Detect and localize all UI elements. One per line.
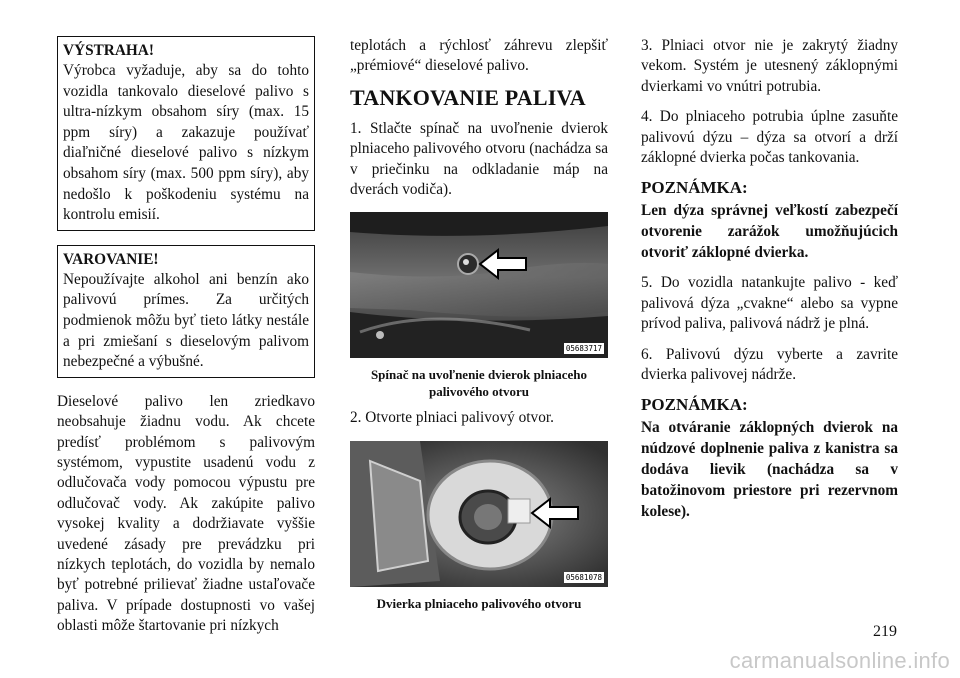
- note-heading-2: POZNÁMKA:: [641, 395, 748, 415]
- diesel-water-paragraph: Dieselové palivo len zriedkavo neobsahuje žiadnu vodu. Ak chcete predísť problémom s palivovým systémom, vypustite usadenú vodu z odlučovača vody pomocou výpustu pre odlučovač vody. Ak zakúpite palivo vysokej kvality a dodržiavate vyššie uvedené zásady pre prevádzku pri nízkych teplotách, do vozidla by nemalo byť potrebné prilievať žiadne ustaľovače paliva. V prípade dostupnosti vo vašej oblasti môže štartovanie pri nízkych: [57, 392, 315, 635]
- fuel-filler-door-photo: [350, 441, 608, 587]
- photo-caption-2: Dvierka plniaceho palivového otvoru: [376, 595, 582, 611]
- photo-caption-1: Spínač na uvoľnenie dvierok plniaceho palivového otvoru: [370, 367, 588, 400]
- step-4: 4. Do plniaceho potrubia úplne zasuňte palivovú dýzu – dýza sa otvorí a drží záklopné dvierka počas tankovania.: [641, 108, 898, 167]
- section-heading: TANKOVANIE PALIVA: [350, 84, 586, 110]
- left-column: [57, 36, 315, 637]
- continuation-paragraph: teplotách a rýchlosť záhrevu zlepšiť „prémiové“ dieselové palivo.: [350, 37, 608, 75]
- caution-title: VAROVANIE!: [63, 250, 159, 268]
- note-text-1: Len dýza správnej veľkostí zabezpečí otvorenie zarážok umožňujúcich otvoriť záklopné dvierka.: [641, 202, 898, 262]
- page-number: 219: [873, 623, 897, 640]
- fuel-door-release-photo: [350, 212, 608, 358]
- caution-box: [57, 245, 315, 378]
- note-heading-1: POZNÁMKA:: [641, 178, 748, 198]
- step-6: 6. Palivovú dýzu vyberte a zavrite dvierka palivovej nádrže.: [641, 345, 898, 384]
- step-2: 2. Otvorte plniaci palivový otvor.: [350, 409, 554, 427]
- warning-title: VÝSTRAHA!: [63, 42, 154, 59]
- note-text-2: Na otváranie záklopných dvierok na núdzové doplnenie paliva z kanistra sa dodáva lievik (nachádza sa v batožinovom priestore pri rezervnom kolese).: [641, 419, 898, 521]
- warning-text: Výrobca vyžaduje, aby sa do tohto vozidla tankovalo dieselové palivo s ultra-nízkym obsahom síry (max. 15 ppm síry) a zakazuje používať diaľničné dieselové palivo s nízkym obsahom síry (max. 500 ppm síry), aby nedošlo k poškodeniu systému na kontrolu emisií.: [63, 62, 309, 224]
- photo-code: 05683717: [565, 344, 602, 354]
- step-5: 5. Do vozidla natankujte palivo - keď palivová dýza „cvakne“ alebo sa vypne prívod paliva, palivová nádrž je plná.: [641, 274, 898, 333]
- watermark: carmanualsonline.info: [729, 648, 950, 673]
- right-column: [641, 36, 898, 532]
- middle-column: [350, 36, 608, 620]
- warning-box: [57, 36, 315, 231]
- step-1: 1. Stlačte spínač na uvoľnenie dvierok plniaceho palivového otvoru (nachádza sa v priečinku na odkladanie máp na dverách vodiča).: [350, 119, 608, 199]
- step-3: 3. Plniaci otvor nie je zakrytý žiadny vekom. Systém je utesnený záklopnými dvierkami vo vnútri potrubia.: [641, 37, 898, 95]
- caution-text: Nepoužívajte alkohol ani benzín ako palivovú prímes. Za určitých podmienok môžu byť tieto látky nestále a pri zmiešaní s dieselovým palivom nebezpečné a výbušné.: [63, 270, 309, 371]
- photo-code: 05681078: [565, 572, 602, 582]
